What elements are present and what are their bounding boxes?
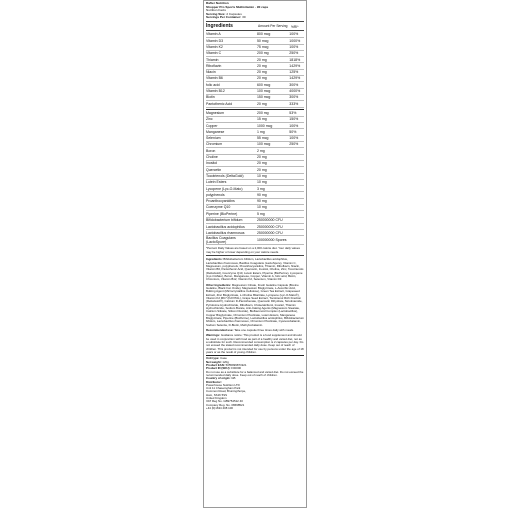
- ingredient-name: Manganese: [206, 129, 225, 134]
- ingredient-amount: 100000000 Spores: [256, 238, 287, 243]
- ingredient-dv: 53%: [289, 110, 297, 115]
- fact-value: 5055999871921: [225, 363, 247, 368]
- label-header: [206, 2, 304, 20]
- ingredient-amount: 20 mg: [256, 167, 267, 172]
- distributor-line: Common Road, Bruningthorpe,: [206, 389, 247, 394]
- distributor-line: VAT Reg No. GB9754512 40: [206, 399, 243, 404]
- ingredient-name: Lycopene (Lyc-O-Mato): [206, 186, 243, 191]
- fact-value: Case: [220, 356, 227, 361]
- ingredient-dv: 150%: [289, 117, 299, 122]
- ingredient-amount: 10 mg: [256, 174, 267, 179]
- col-dv: %RI*: [291, 24, 299, 29]
- ingredient-name: folic acid: [206, 82, 220, 87]
- ingredient-name: Copper: [206, 123, 218, 128]
- ingredient-dv: 333%: [289, 101, 299, 106]
- warnings-text: Guidance notice: This product is a food supplement and should be used in conjunction with food as part of a healthy and varied diet, not as a substitute for such. Recommended consumption is 2 capsules per day. Do not exceed the stated recommended daily dose. Keep out of reach of children. This product is not intended for use by persons under the age of 18 years or as the result of young children.: [206, 333, 304, 355]
- ingredient-amount: 3 mg: [256, 186, 265, 191]
- ingredient-name: Bacillus Coagulans (LactoSpore): [206, 236, 236, 245]
- ingredient-dv: 300%: [289, 95, 299, 100]
- ingredient-dv: 100%: [289, 32, 299, 37]
- ingredient-name: Vitamin B12: [206, 89, 225, 94]
- ingredient-dv: 100%: [289, 136, 299, 141]
- ingredient-dv: 1429%: [289, 63, 301, 68]
- ingredient-name: Magnesium: [206, 110, 225, 115]
- ingredient-amount: 250000000 CFU: [256, 230, 283, 235]
- ingredient-amount: 55 mcg: [256, 136, 269, 141]
- ingredient-name: Lutein Esters: [206, 180, 227, 185]
- serving-size-value: 2 Capsules: [226, 11, 242, 16]
- ingredient-name: Pantothenic Acid: [206, 101, 233, 106]
- ingredient-name: Piperine (BioPerine): [206, 211, 238, 216]
- recommended-label: Recommended use:: [206, 328, 234, 333]
- ingredient-dv: 4000%: [289, 89, 301, 94]
- table-row: [206, 236, 304, 245]
- other-ingredients-text: Magnesium Citrate, Fresh Gelatine Capsule (Bovine Gelatine, Black Iron Oxide), Magnesium Bisglycinate, L-Ascorbic Acid, Bulking Agent (Microcrystalline Cellulose), Green Tea Extract, Grapeseed Extract, Zinc Bisglycinate, L-Choline Bitartrate, Lycopene (Lyc-O-Mato®), Vitamin K2 MK7 (K2VITAL), Grape Seed Extract, Tocotrienol Rich Fraction (DeltaGold®), Calcium D-Pantothenate, Quercetin Dihydrate, Nicotinamide, Pyridoxine Hydrochloride, Riboflavin, Cholecalciferol, Inositol, Thiamin Hydrochloride, Sodium Borate, Anti-Caking Agents (Magnesium Stearate, Calcium Silicate, Silicon Dioxide), Bioflavonoid Complex (Lactobacillus), Copper Bisglycinate, Chromium Picolinate, Lutein Esters, Manganese Bisglycinate, Piperine (BioPerine), Lactobacillus acidophilus, Bifidobacterium bifidum, Lactobacillus rhamnosus, Chromium Picolinate, Cyanocobalamin, Sodium Selenite, D-Biotin, Methylcobalamin.: [206, 282, 305, 327]
- ingredient-dv: 1818%: [289, 57, 301, 62]
- origin-value: GB: [231, 376, 236, 381]
- ingredient-name: Vitamin C: [206, 51, 222, 56]
- ingredient-name: Riboflavin: [206, 63, 222, 68]
- ingredient-name: Bifidobacterium bifidum: [206, 218, 243, 223]
- ingredients-label: Ingredients:: [206, 257, 223, 262]
- brand-name: Rafter Nutrition: [206, 1, 229, 5]
- ingredient-name: Lactobacillus acidophilus: [206, 224, 245, 229]
- ingredient-amount: 150 mcg: [256, 95, 271, 100]
- distributor-line: +44 (0)1634 408 100: [206, 405, 233, 410]
- product-name: Shopper Pro Sports Multivitamin - 90 caps: [206, 4, 269, 9]
- ingredient-name: Biotin: [206, 95, 215, 100]
- other-ingredients-section: [206, 284, 304, 327]
- origin-label: Country of origin:: [206, 376, 231, 381]
- ingredient-dv: 1000%: [289, 38, 301, 43]
- ingredient-amount: 800 mcg: [256, 32, 271, 37]
- ingredient-name: Vitamin B6: [206, 76, 223, 81]
- ingredient-amount: 100 mcg: [256, 89, 271, 94]
- ingredient-name: Vitamin A: [206, 32, 221, 37]
- ingredient-amount: 50 mcg: [256, 38, 269, 43]
- ingredient-amount: 1000 mcg: [256, 123, 273, 128]
- ingredient-amount: 250000000 CFU: [256, 218, 283, 223]
- ingredient-dv: 100%: [289, 123, 299, 128]
- ingredient-name: Coenzyme Q10: [206, 205, 231, 210]
- facts-list: [206, 357, 304, 370]
- ingredient-amount: 20 mg: [256, 101, 267, 106]
- ingredient-amount: 2 mg: [256, 148, 265, 153]
- distributor-line: Unit 11 Chaseingham Park: [206, 386, 241, 391]
- ingredient-dv: 250%: [289, 142, 299, 147]
- table-header: [206, 23, 304, 29]
- col-ingredients: Ingredients: [206, 22, 233, 29]
- ingredient-amount: 90 mg: [256, 199, 267, 204]
- ingredient-amount: 5 mg: [256, 211, 265, 216]
- ingredient-name: polyphenols: [206, 192, 225, 197]
- fact-label: Net weight:: [206, 359, 222, 364]
- distributor-line: Powerhouse Nutrition LTD: [206, 382, 240, 387]
- ingredient-dv: 1429%: [289, 76, 301, 81]
- ingredient-name: Thiamin: [206, 57, 219, 62]
- ingredient-amount: 20 mg: [256, 76, 267, 81]
- ingredient-amount: 10 mg: [256, 180, 267, 185]
- ingredient-amount: 20 mg: [256, 57, 267, 62]
- ingredient-name: Inositol: [206, 161, 218, 166]
- ingredient-name: Niacin: [206, 70, 216, 75]
- ingredient-name: Choline: [206, 155, 218, 160]
- ingredient-name: Lactobacillus rhamnosus: [206, 230, 245, 235]
- ingredient-amount: 250000000 CFU: [256, 224, 283, 229]
- table-row: [206, 101, 304, 107]
- ingredient-name: Quercetin: [206, 167, 222, 172]
- fact-value: F00000: [231, 366, 242, 371]
- ingredient-dv: 50%: [289, 129, 297, 134]
- ingredient-name: Vitamin K2: [206, 45, 223, 49]
- ingredient-name: Selenium: [206, 136, 221, 141]
- ingredient-amount: 10 mg: [256, 205, 267, 210]
- ingredient-amount: 200 mg: [256, 110, 269, 115]
- fact-label: Product EAN:: [206, 363, 225, 368]
- ingredient-name: Boron: [206, 148, 216, 153]
- col-amount: Amount Per Serving: [258, 24, 288, 29]
- recommended-text: Take one capsule three times daily with meals.: [234, 328, 294, 333]
- warnings-section: [206, 334, 304, 354]
- distributor-label: Distributor:: [206, 379, 222, 384]
- distributor-line: United Kingdom: [206, 396, 227, 400]
- fact-label: Product ID (SKU):: [206, 366, 231, 371]
- fact-label: Unit type:: [206, 356, 220, 361]
- distributor-line: Company Reg. No. 08698521: [206, 402, 245, 407]
- ingredient-amount: 20 mg: [256, 70, 267, 75]
- ingredient-dv: 250%: [289, 51, 299, 56]
- servings-label: Servings Per Container:: [206, 15, 242, 20]
- ingredient-name: Tocotrienols (DeltaGold): [206, 174, 244, 179]
- ingredient-amount: 20 mg: [256, 161, 267, 166]
- facts-title: Nutrition Facts: [206, 8, 226, 13]
- footnote: *Percent Daily Values are based on a 2,000 calorie diet. Your daily values may be higher or lower depending on your calorie needs.: [206, 246, 300, 254]
- ingredient-dv: 125%: [289, 70, 299, 75]
- vitamin-rows: [206, 32, 304, 108]
- distributor-line: Ham, SS16 5SS: [206, 392, 228, 397]
- ingredient-amount: 1 mg: [256, 129, 265, 134]
- ingredient-name: Chromium: [206, 142, 223, 147]
- ingredients-section: [206, 258, 304, 281]
- warnings-label: Warnings:: [206, 333, 221, 338]
- ingredient-name: Vitamin D3: [206, 38, 224, 43]
- mineral-rows: [206, 111, 304, 246]
- recommended-section: [206, 329, 304, 332]
- ingredient-dv: 100%: [289, 45, 299, 49]
- distributor-address: [206, 384, 304, 410]
- ingredient-amount: 20 mg: [256, 63, 267, 68]
- fact-value: 120g: [222, 359, 229, 364]
- storage-text: Do not use as a substitute for a balanced and varied diet. Do not exceed the recommended daily dose. Keep out of reach of children.: [206, 369, 304, 377]
- supplement-label-panel: [203, 0, 307, 508]
- ingredient-amount: 100 mcg: [256, 142, 271, 147]
- serving-size-label: Serving Size:: [206, 11, 226, 16]
- servings-value: 30: [242, 15, 246, 20]
- ingredient-amount: 600 mcg: [256, 82, 271, 87]
- ingredient-amount: 20 mg: [256, 155, 267, 160]
- ingredients-text: Bifidobacterium bifidum, Lactobacillus acidophilus, Lactobacillus rhamnosus, Bacillus Coagulans (LactoSpore), Vitamin C, Magnesium, polyphenols, Proanthocyanidins, Thiamin, Riboflavin, Niacin, Vitamin B6, Pantothenic Acid, Quercetin, Inositol, Choline, Zinc, Tocotrienols (DeltaGold), Coenzyme Q10, Lutein Esters, Piperine (BioPerine), Lycopene (Lyc-O-Mato), Boron, Manganese, Copper, Vitamin A, folic acid, Biotin, Chromium, Vitamin B12, Vitamin K2, Selenium, Vitamin D3: [206, 257, 304, 282]
- ingredient-amount: 200 mg: [256, 51, 269, 56]
- ingredient-name: Proanthocyanidins: [206, 199, 235, 204]
- ingredient-name: Zinc: [206, 117, 213, 122]
- ingredient-amount: 75 mcg: [256, 45, 269, 49]
- product-facts: [206, 357, 304, 410]
- ingredient-dv: 300%: [289, 82, 299, 87]
- ingredient-amount: 15 mg: [256, 117, 267, 122]
- other-ingredients-label: Other Ingredients:: [206, 282, 232, 287]
- ingredient-amount: 90 mg: [256, 192, 267, 197]
